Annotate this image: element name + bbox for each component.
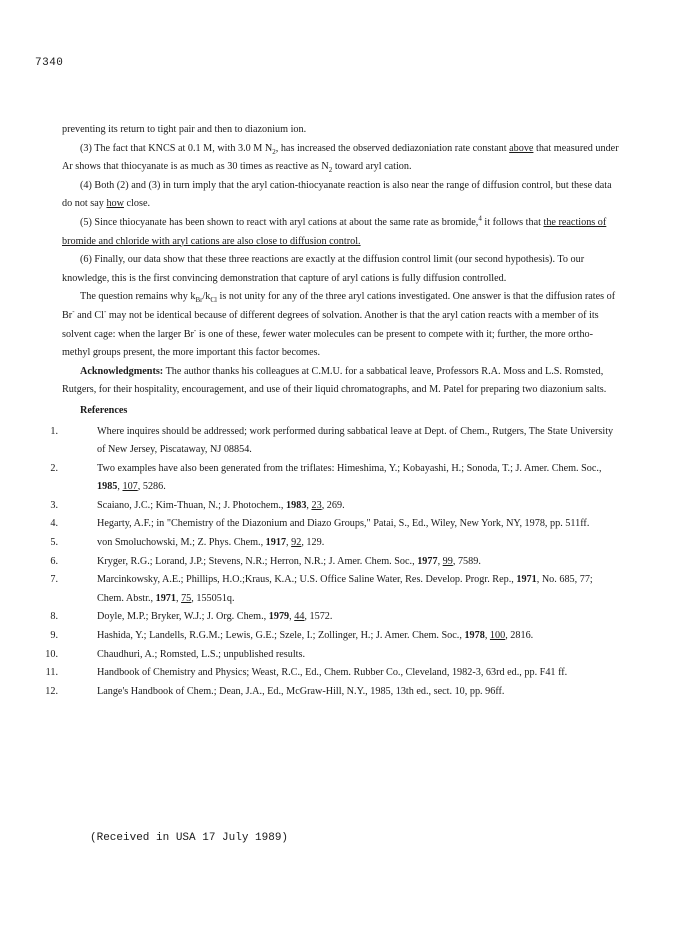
paragraph-point-4 [62, 177, 620, 214]
underlined-word: how [106, 198, 124, 210]
reference-text-run: 92 [291, 537, 302, 549]
reference-number: 3. [50, 499, 58, 511]
text-run: (4) Both (2) and (3) in turn imply that the aryl cation-thiocyanate reaction is also near the range of diffusion control, but these data do not say [62, 179, 612, 210]
reference-number: 8. [50, 611, 58, 623]
paragraph-point-5 [62, 214, 620, 251]
article-body [45, 121, 620, 701]
subscript: Br [195, 296, 203, 305]
reference-text [97, 553, 620, 572]
reference-item [34, 683, 620, 702]
reference-number: 6. [50, 555, 58, 567]
reference-text-run: , 2816. [505, 630, 534, 642]
reference-text [97, 497, 620, 516]
reference-text-run: , [175, 592, 182, 604]
reference-text-run: 1977 [417, 555, 438, 567]
reference-text-run: Hashida, Y.; Landells, R.G.M.; Lewis, G.E.; Szele, I.; Zollinger, H.; J. Amer. Chem. Soc., [97, 630, 465, 642]
superscript: - [103, 307, 107, 316]
text-run: The question remains why k [80, 291, 196, 303]
reference-text-run: Marcinkowsky, A.E.; Phillips, H.O.;Kraus, K.A.; U.S. Office Saline Water, Res. Develop. Progr. Rep., [97, 574, 517, 586]
text-run: preventing its return to tight pair and then to diazonium ion. [62, 124, 307, 135]
reference-number: 12. [45, 685, 58, 697]
ack-label: Acknowledgments: [80, 365, 164, 377]
paragraph-point-3 [62, 140, 620, 177]
ack-text: The author thanks his colleagues at C.M.U. for a sabbatical leave, Professors R.A. Moss and L.S. Romsted, Rutgers, for their hospitality, encouragement, and use of their liquid chromatographs, and M. Patel for preparing two diazonium salts. [62, 365, 607, 396]
reference-number: 4. [50, 518, 58, 530]
reference-text [97, 515, 620, 534]
reference-text [97, 571, 620, 608]
page-number: 7340 [35, 57, 64, 69]
reference-text-run: , [437, 555, 443, 567]
text-run: (6) Finally, our data show that these three reactions are exactly at the diffusion control limit (our second hypothesis). To our knowledge, this is the first convincing demonstration that capture of aryl cations is fully diffusion controlled. [62, 254, 585, 284]
reference-text-run: , [286, 537, 292, 549]
reference-text [97, 627, 620, 646]
reference-item [34, 515, 620, 534]
reference-number: 5. [50, 537, 58, 549]
text-run: may not be identical because of different degrees of solvation. Another is that the aryl cation reacts with a member of its solvent cage: when the larger Br [62, 309, 599, 340]
reference-text-run: , 155051q. [191, 592, 235, 604]
reference-text-run: 1917 [265, 537, 287, 549]
reference-item [34, 460, 620, 497]
paragraph-continuation [62, 121, 620, 140]
reference-item [34, 553, 620, 572]
reference-text [97, 664, 620, 683]
reference-text-run: , [117, 481, 123, 493]
reference-text [97, 423, 620, 460]
reference-text-run: , [484, 630, 490, 642]
reference-item [34, 608, 620, 627]
text-run: (5) Since thiocyanate has been shown to react with aryl cations at about the same rate as bromide, [80, 216, 479, 228]
reference-text-run: , 129. [301, 537, 325, 549]
text-run: (3) The fact that KNCS at 0.1 M, with 3.0 M N [80, 142, 273, 154]
reference-text-run: 75 [181, 592, 192, 604]
reference-text-run: 23 [311, 499, 322, 511]
reference-item [34, 646, 620, 665]
reference-text-run: Chaudhuri, A.; Romsted, L.S.; unpublished results. [97, 648, 305, 660]
received-date: (Received in USA 17 July 1989) [90, 832, 289, 844]
reference-text-run: von Smoluchowski, M.; Z. Phys. Chem., [97, 537, 266, 549]
reference-text-run: , 5286. [137, 481, 166, 493]
text-run: that measured under Ar shows that thiocyanate is as much as 30 times as reactive as N [62, 142, 619, 173]
reference-text-run: 1978 [464, 630, 485, 642]
reference-item [34, 497, 620, 516]
reference-text-run: Lange's Handbook of Chem.; Dean, J.A., Ed., McGraw-Hill, N.Y., 1985, 13th ed., sect. 10, pp. 96ff. [97, 685, 505, 697]
text-run: /k [202, 291, 211, 303]
reference-text-run: , No. 685, 77; Chem. Abstr., [97, 574, 593, 604]
reference-text-run: , 7589. [452, 555, 481, 567]
reference-item [34, 534, 620, 553]
reference-text [97, 534, 620, 553]
reference-text-run: Kryger, R.G.; Lorand, J.P.; Stevens, N.R.; Herron, N.R.; J. Amer. Chem. Soc., [97, 555, 418, 567]
reference-text-run: 1979 [268, 611, 290, 623]
references-heading: References [80, 404, 128, 416]
underlined-sentence: the reactions of bromide and chloride with aryl cations are also close to diffusion control. [62, 216, 607, 247]
reference-item [34, 571, 620, 608]
text-run: toward aryl cation. [332, 161, 412, 173]
superscript: - [72, 307, 75, 316]
superscript: - [193, 326, 197, 335]
reference-text-run: 107 [122, 481, 138, 493]
reference-text-run: , [306, 499, 312, 511]
reference-text-run: 99 [442, 555, 453, 567]
reference-text-run: 1971 [516, 574, 537, 586]
subscript: 2 [272, 147, 276, 156]
text-run: close. [123, 198, 151, 210]
reference-text [97, 608, 620, 627]
reference-text-run: Scaiano, J.C.; Kim-Thuan, N.; J. Photochem., [97, 499, 287, 511]
reference-text-run: Hegarty, A.F.; in "Chemistry of the Diazonium and Diazo Groups," Patai, S., Ed., Wiley, New York, NY, 1978, pp. 511ff. [97, 518, 590, 530]
reference-item [34, 423, 620, 460]
reference-text [97, 460, 620, 497]
reference-text-run: 1985 [97, 481, 118, 493]
text-run: it follows that [481, 216, 544, 228]
reference-text-run: Where inquires should be addressed; work performed during sabbatical leave at Dept. of Chem., Rutgers, The State University of New Jersey, Piscataway, NJ 08854. [97, 425, 614, 456]
reference-text-run: , 269. [321, 499, 345, 511]
reference-item [34, 627, 620, 646]
text-run: and Cl [74, 309, 104, 321]
reference-text [97, 683, 620, 702]
acknowledgments [62, 363, 620, 400]
reference-number: 11. [45, 667, 58, 679]
reference-text-run: , [289, 611, 295, 623]
reference-text-run: 1971 [155, 592, 176, 604]
reference-text-run: Handbook of Chemistry and Physics; Weast, R.C., Ed., Chem. Rubber Co., Cleveland, 1982-3, 63rd ed., pp. F41 ff. [97, 667, 568, 679]
reference-text-run: 1983 [286, 499, 307, 511]
reference-item [34, 664, 620, 683]
reference-text [97, 646, 620, 665]
subscript: 2 [328, 166, 333, 175]
reference-number: 2. [50, 462, 58, 474]
text-run: is not unity for any of the three aryl cations investigated. One answer is that the diffusion rates of Br [62, 291, 616, 321]
footnote-ref: 4 [478, 214, 482, 223]
reference-number: 10. [45, 648, 58, 660]
text-run: , has increased the observed dediazoniation rate constant [275, 142, 510, 154]
reference-number: 1. [50, 425, 58, 437]
text-run: is one of these, fewer water molecules can be present to compete with it; further, the more ortho-methyl groups present, the more important this factor becomes. [62, 328, 594, 359]
reference-number: 7. [50, 574, 58, 586]
reference-text-run: 100 [489, 630, 506, 642]
reference-number: 9. [50, 630, 58, 642]
reference-text-run: Doyle, M.P.; Bryker, W.J.; J. Org. Chem., [97, 611, 269, 623]
reference-text-run: Two examples have also been generated from the triflates: Himeshima, Y.; Kobayashi, H.; Sonoda, T.; J. Amer. Chem. Soc., [97, 462, 602, 474]
reference-text-run: 44 [294, 611, 305, 623]
paragraph-point-6 [62, 251, 620, 288]
reference-text-run: , 1572. [304, 611, 333, 623]
reference-list [45, 423, 620, 702]
paragraph-question [62, 288, 620, 362]
subscript: Cl [210, 296, 217, 305]
underlined-word: above [509, 142, 534, 154]
